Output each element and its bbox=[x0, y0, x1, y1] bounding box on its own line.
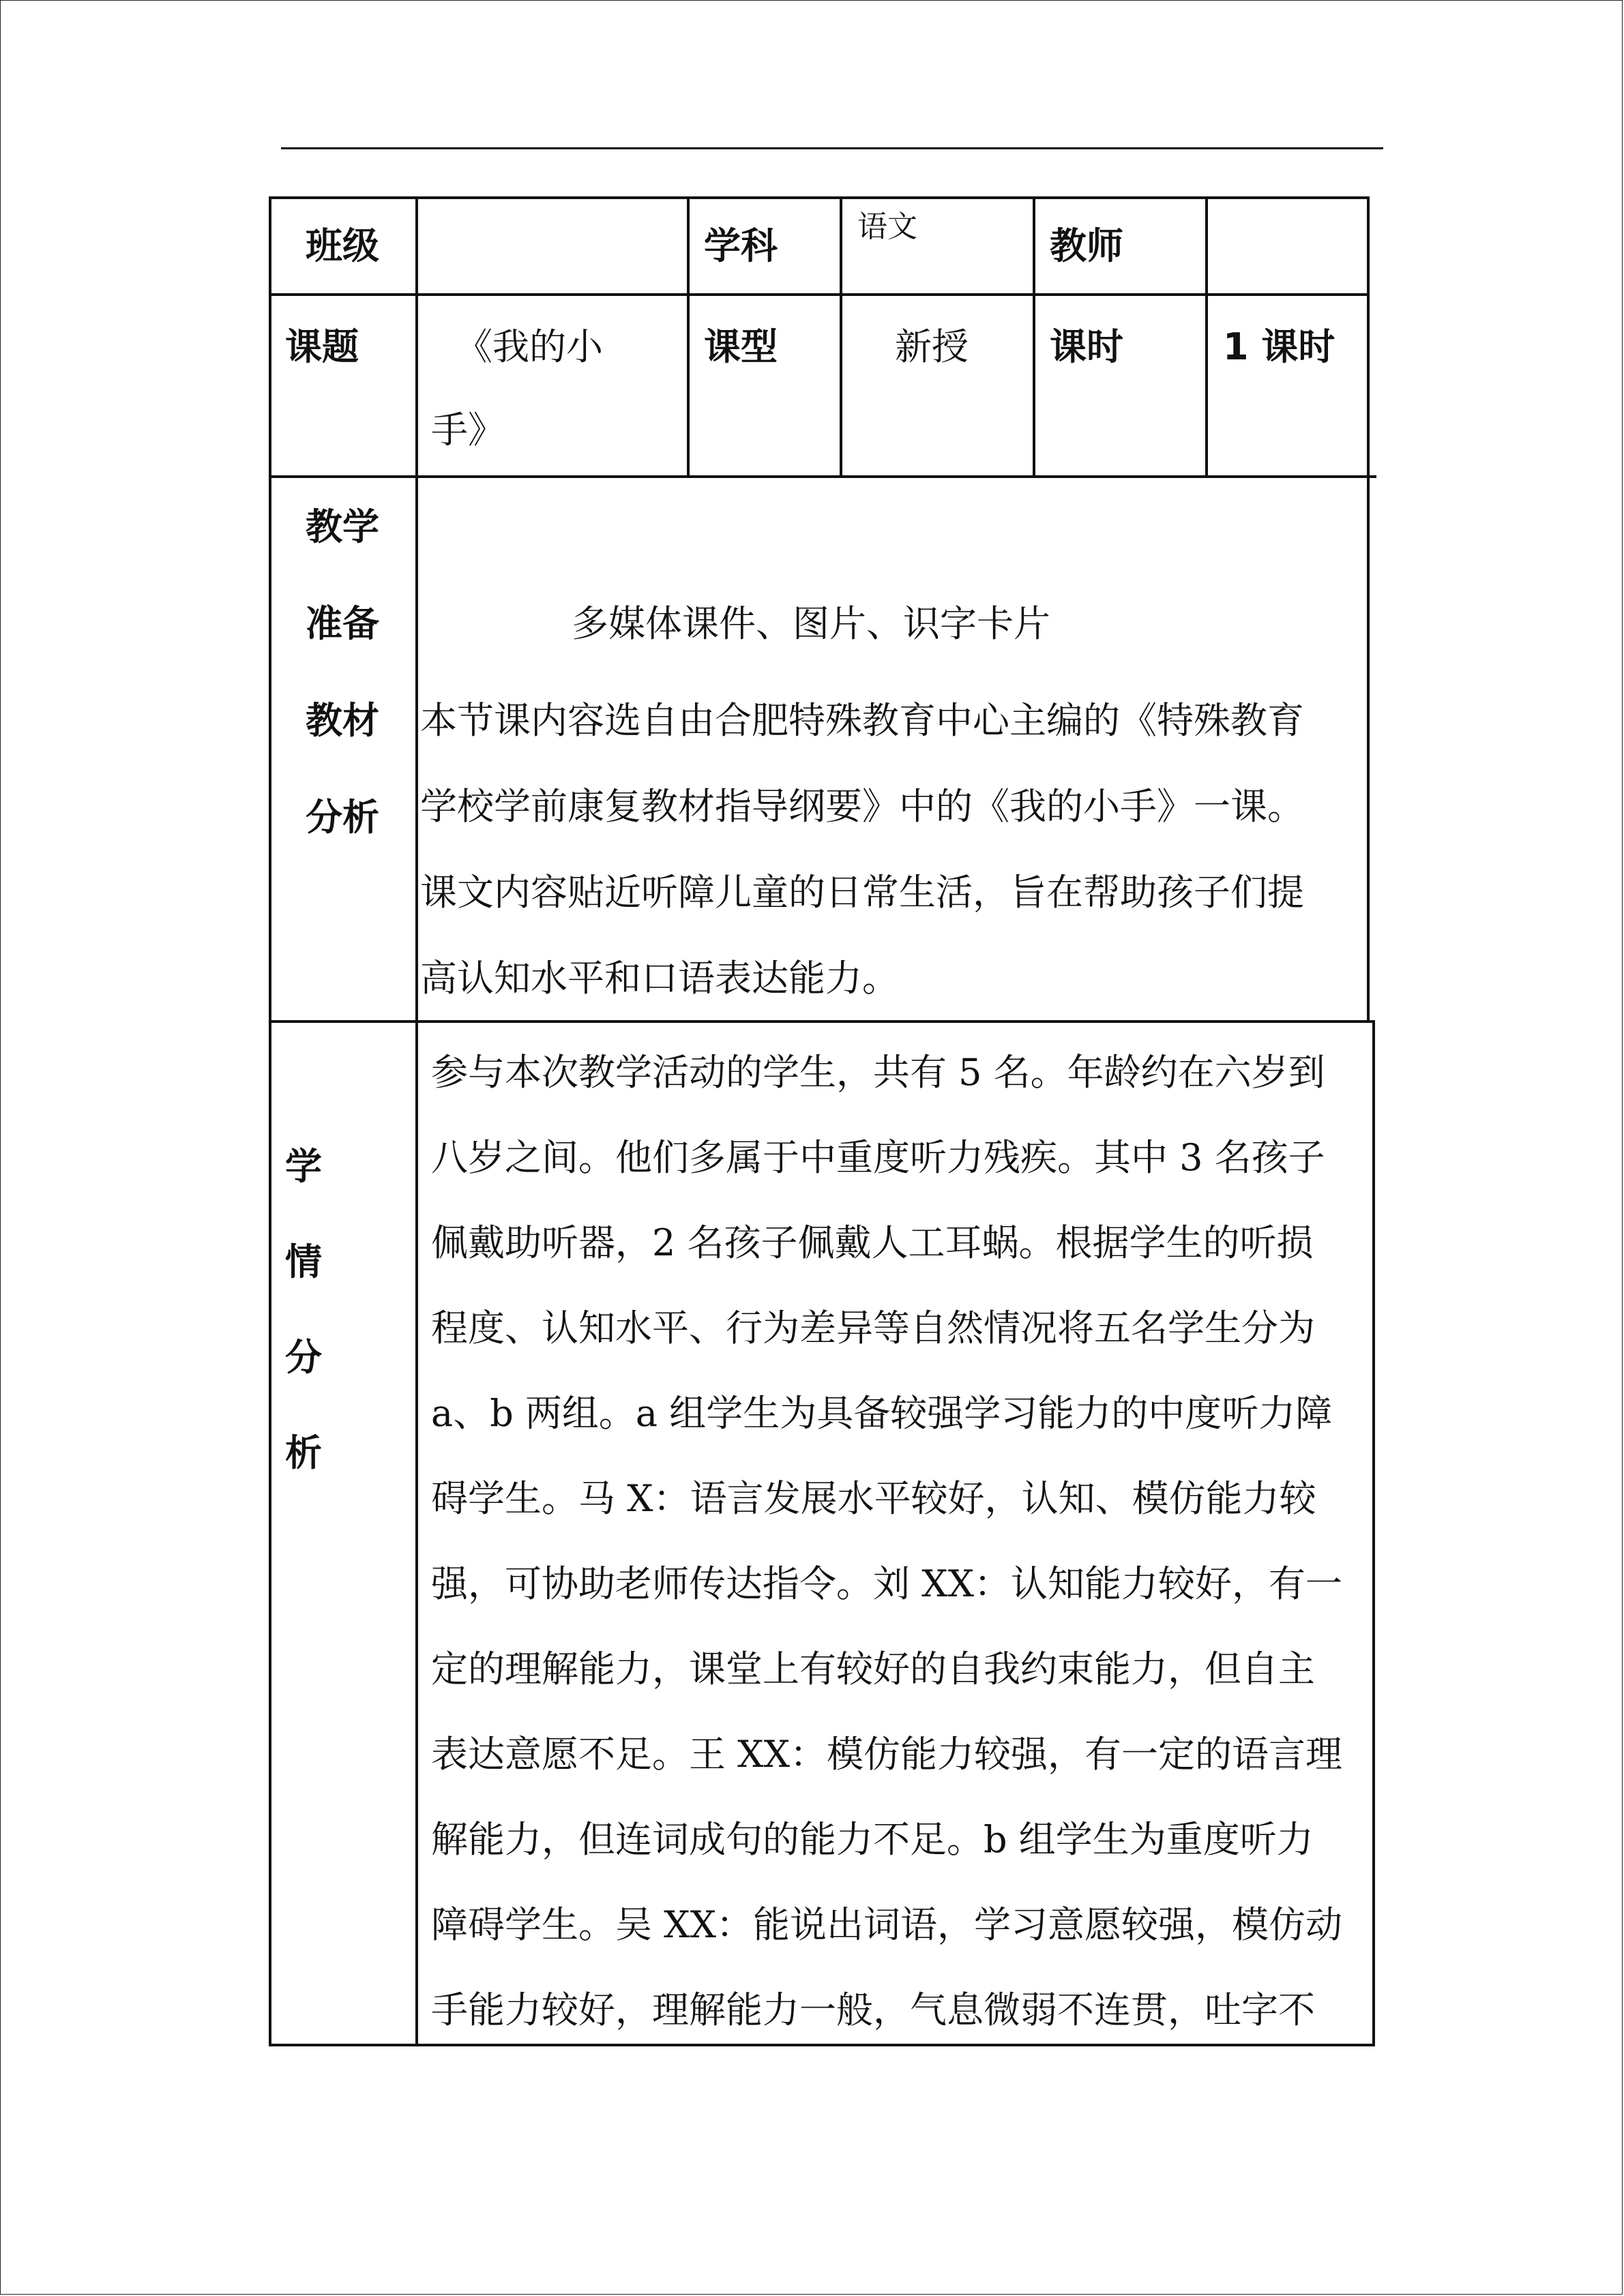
student-line: 程度、认知水平、行为差异等自然情况将五名学生分为 bbox=[431, 1307, 1315, 1350]
student-line: 八岁之间。他们多属于中重度听力残疾。其中 3 名孩子 bbox=[431, 1136, 1325, 1179]
student-line: 表达意愿不足。王 XX：模仿能力较强，有一定的语言理 bbox=[431, 1733, 1343, 1776]
prep-label-line1: 教学 bbox=[306, 505, 379, 548]
table-right-border-upper bbox=[1367, 196, 1370, 1023]
table-top-border bbox=[269, 196, 1370, 199]
header-rule bbox=[281, 147, 1383, 149]
prep-bottom-border bbox=[269, 1020, 1375, 1023]
student-line: 手能力较好，理解能力一般，气息微弱不连贯，吐字不 bbox=[431, 1988, 1315, 2031]
analysis-line: 本节课内容选自由合肥特殊教育中心主编的《特殊教育 bbox=[420, 699, 1304, 742]
analysis-line: 课文内容贴近听障儿童的日常生活，旨在帮助孩子们提 bbox=[420, 871, 1304, 914]
analysis-line: 学校学前康复教材指导纲要》中的《我的小手》一课。 bbox=[420, 785, 1304, 828]
row1-bottom-border bbox=[269, 293, 1370, 296]
table-right-border-lower bbox=[1372, 1020, 1375, 2046]
student-line: 佩戴助听器，2 名孩子佩戴人工耳蜗。根据学生的听损 bbox=[431, 1221, 1314, 1264]
students-label-char: 学 bbox=[285, 1145, 322, 1188]
class-label: 班级 bbox=[306, 224, 379, 267]
table-left-border bbox=[269, 196, 271, 2046]
prep-label-line2: 准备 bbox=[306, 602, 379, 645]
row2-bottom-border bbox=[269, 475, 1376, 478]
col-divider-3 bbox=[840, 196, 842, 478]
analysis-line: 高认知水平和口语表达能力。 bbox=[420, 957, 899, 1000]
table-bottom-border bbox=[269, 2044, 1375, 2046]
col-divider-5 bbox=[1205, 196, 1208, 478]
student-line: 强，可协助老师传达指令。刘 XX：认知能力较好，有一 bbox=[431, 1562, 1343, 1605]
topic-value-line2: 手》 bbox=[431, 408, 505, 451]
topic-value-line1: 《我的小 bbox=[456, 325, 603, 368]
student-line: 碍学生。马 X：语言发展水平较好，认知、模仿能力较 bbox=[431, 1477, 1316, 1520]
prep-label-line3: 教材 bbox=[306, 699, 379, 742]
hours-value: 1 课时 bbox=[1223, 325, 1335, 368]
subject-value: 语文 bbox=[857, 209, 917, 244]
students-label-char: 分 bbox=[285, 1336, 322, 1379]
type-value: 新授 bbox=[895, 325, 969, 368]
students-label-char: 情 bbox=[285, 1240, 322, 1283]
teaching-materials: 多媒体课件、图片、识字卡片 bbox=[572, 602, 1050, 645]
col-divider-4 bbox=[1033, 196, 1035, 478]
students-label-char: 析 bbox=[285, 1431, 322, 1474]
type-label: 课型 bbox=[704, 325, 778, 368]
prep-label-line4: 分析 bbox=[306, 796, 379, 839]
col-divider-2 bbox=[687, 196, 690, 478]
hours-label: 课时 bbox=[1050, 325, 1123, 368]
subject-label: 学科 bbox=[704, 224, 778, 267]
student-line: 解能力，但连词成句的能力不足。b 组学生为重度听力 bbox=[431, 1818, 1314, 1861]
student-line: 定的理解能力，课堂上有较好的自我约束能力，但自主 bbox=[431, 1648, 1315, 1690]
student-line: 障碍学生。吴 XX：能说出词语，学习意愿较强，模仿动 bbox=[431, 1903, 1343, 1946]
label-column-divider bbox=[415, 196, 418, 2046]
student-line: a、b 两组。a 组学生为具备较强学习能力的中度听力障 bbox=[431, 1392, 1333, 1435]
topic-label: 课题 bbox=[285, 325, 359, 368]
teacher-label: 教师 bbox=[1050, 224, 1123, 267]
student-line: 参与本次教学活动的学生，共有 5 名。年龄约在六岁到 bbox=[431, 1051, 1325, 1094]
